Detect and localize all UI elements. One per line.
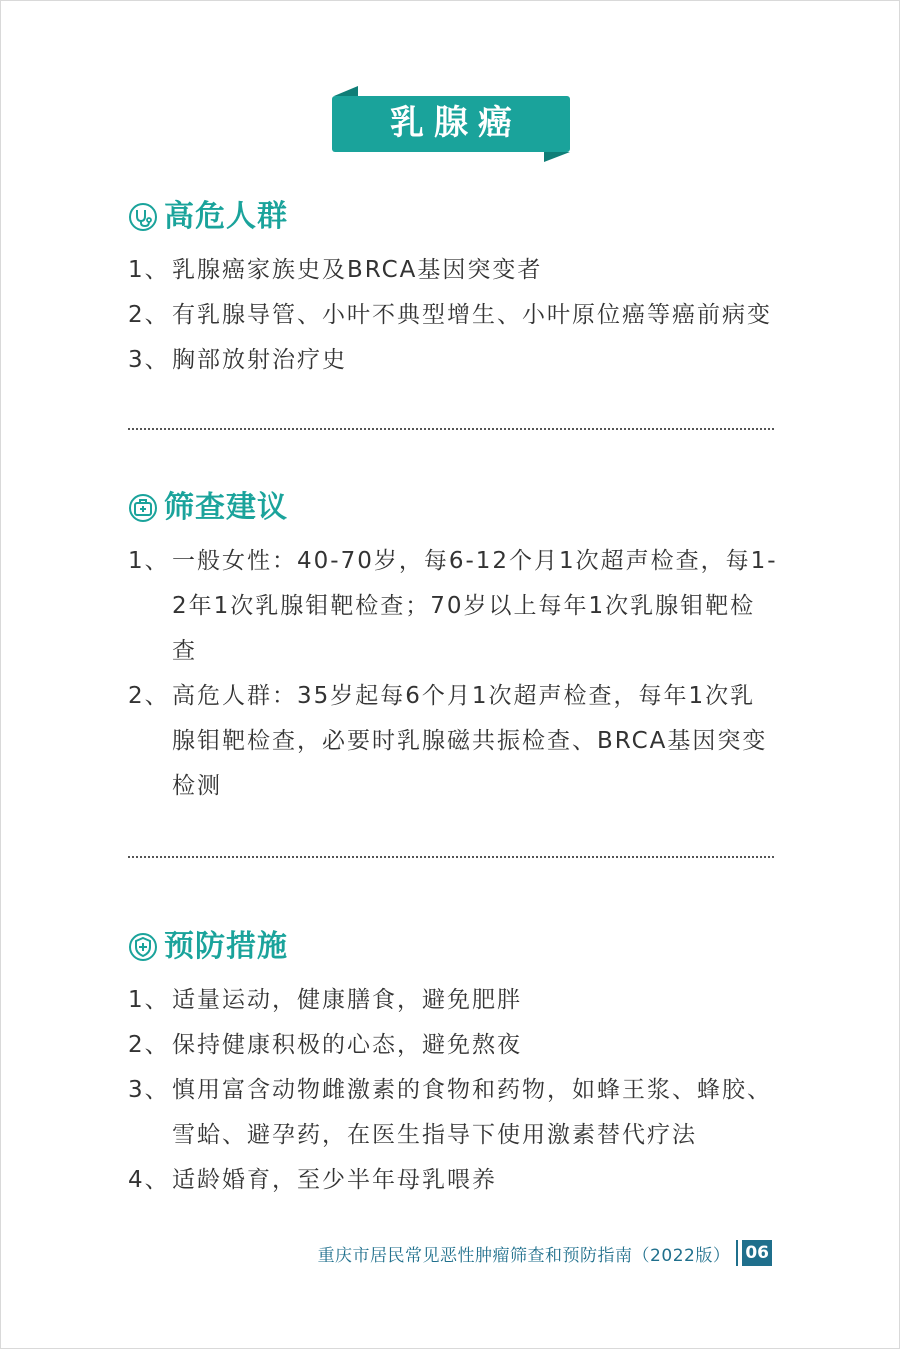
list-item: 2、 高危人群：35岁起每6个月1次超声检查，每年1次乳腺钼靶检查，必要时乳腺磁共振检查、BRCA基因突变检测 [128, 683, 768, 799]
list-item: 3、 胸部放射治疗史 [128, 347, 347, 373]
section-screening [128, 483, 778, 809]
list-item: 2、 保持健康积极的心态，避免熬夜 [128, 1032, 522, 1058]
section-title: 高危人群 [164, 199, 288, 234]
section-header [128, 483, 778, 533]
list-item: 1、 乳腺癌家族史及BRCA基因突变者 [128, 257, 543, 283]
stethoscope-icon [128, 202, 158, 232]
section-high-risk [128, 192, 778, 383]
title-banner [330, 86, 572, 162]
item-list [128, 539, 778, 809]
list-item: 4、 适龄婚育，至少半年母乳喂养 [128, 1167, 497, 1193]
section-prevention [128, 922, 778, 1203]
item-list [128, 248, 778, 383]
page-number: 06 [742, 1240, 772, 1266]
medical-kit-icon [128, 493, 158, 523]
section-title: 筛查建议 [164, 490, 288, 525]
item-list [128, 978, 778, 1203]
dotted-divider [128, 856, 774, 858]
shield-plus-icon [128, 932, 158, 962]
page-title: 乳腺癌 [390, 103, 522, 143]
section-title: 预防措施 [164, 929, 288, 964]
page-footer [318, 1238, 772, 1268]
list-item: 3、 慎用富含动物雌激素的食物和药物，如蜂王浆、蜂胶、雪蛤、避孕药，在医生指导下使用激素替代疗法 [128, 1077, 772, 1148]
dotted-divider [128, 428, 774, 430]
list-item: 1、 一般女性：40-70岁，每6-12个月1次超声检查，每1-2年1次乳腺钼靶检查；70岁以上每年1次乳腺钼靶检查 [128, 548, 778, 664]
section-header [128, 922, 778, 972]
list-item: 1、 适量运动，健康膳食，避免肥胖 [128, 987, 522, 1013]
list-item: 2、 有乳腺导管、小叶不典型增生、小叶原位癌等癌前病变 [128, 302, 772, 328]
footer-title: 重庆市居民常见恶性肿瘤筛查和预防指南（2022版） [317, 1245, 731, 1266]
section-header [128, 192, 778, 242]
footer-separator [736, 1240, 738, 1266]
